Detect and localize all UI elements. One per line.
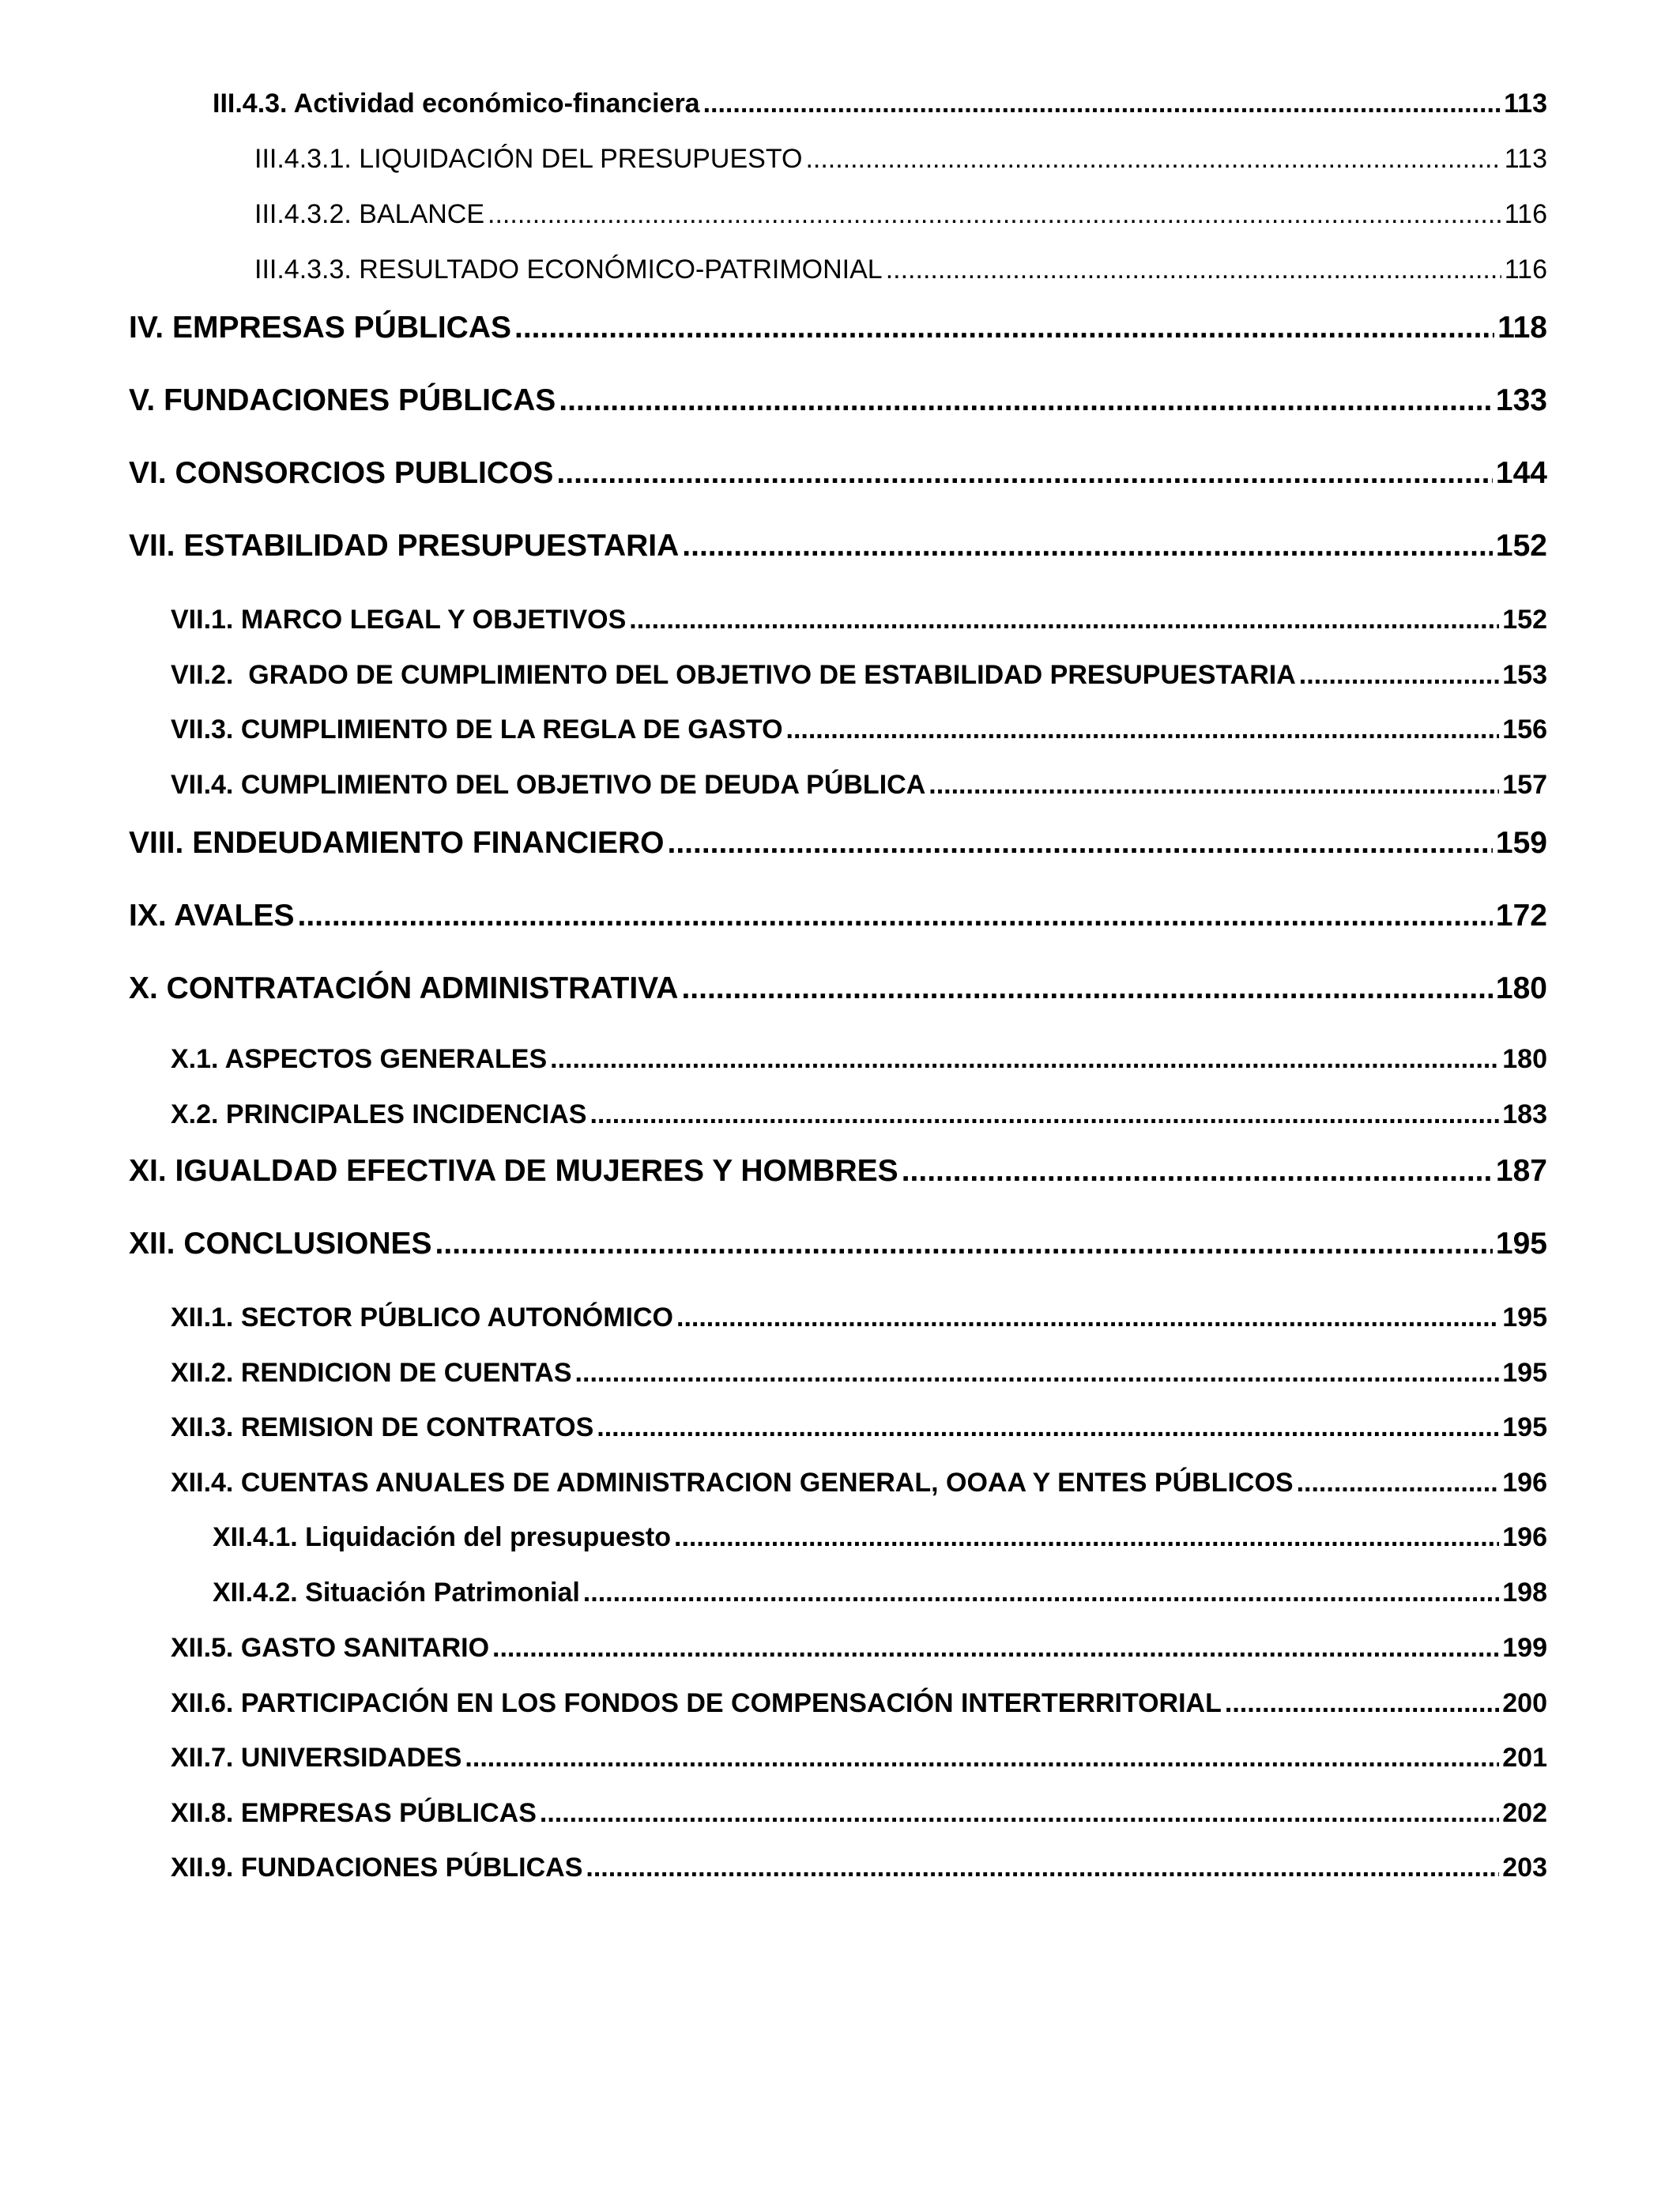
toc-entry[interactable] — [171, 605, 1547, 635]
toc-entry[interactable] — [213, 89, 1547, 119]
toc-dot-leader — [674, 1522, 1499, 1553]
toc-entry[interactable] — [171, 1302, 1547, 1333]
toc-entry-page: 116 — [1504, 254, 1547, 285]
toc-dot-leader — [575, 1358, 1500, 1389]
toc-entry-title: XII. CONCLUSIONES — [129, 1227, 432, 1261]
toc-entry-title: VI. CONSORCIOS PUBLICOS — [129, 456, 554, 490]
toc-entry-title: VII.2. GRADO DE CUMPLIMIENTO DEL OBJETIVO DE ESTABILIDAD PRESUPUESTARIA — [171, 660, 1296, 690]
toc-entry-title: XII.7. UNIVERSIDADES — [171, 1743, 462, 1773]
toc-entry-page: 144 — [1495, 456, 1547, 490]
toc-entry-page: 116 — [1504, 199, 1547, 229]
toc-entry[interactable] — [171, 714, 1547, 745]
toc-dot-leader — [703, 89, 1501, 119]
toc-dot-leader — [597, 1412, 1499, 1443]
toc-entry-page: 153 — [1502, 660, 1547, 690]
toc-entry-title: X.1. ASPECTOS GENERALES — [171, 1044, 548, 1074]
toc-dot-leader — [556, 456, 1493, 491]
toc-entry[interactable] — [129, 311, 1547, 345]
toc-entry-title: XII.4.1. Liquidación del presupuesto — [213, 1522, 671, 1552]
toc-entry-title: III.4.3.1. LIQUIDACIÓN DEL PRESUPUESTO — [254, 144, 803, 174]
toc-entry-page: 157 — [1502, 770, 1547, 800]
toc-entry-page: 196 — [1502, 1468, 1547, 1498]
toc-entry-title: IX. AVALES — [129, 899, 295, 933]
toc-entry-title: IV. EMPRESAS PÚBLICAS — [129, 311, 511, 345]
toc-dot-leader — [540, 1798, 1499, 1829]
toc-entry-title: VIII. ENDEUDAMIENTO FINANCIERO — [129, 826, 665, 860]
toc-entry-page: 113 — [1504, 89, 1547, 119]
toc-entry-page: 199 — [1502, 1633, 1547, 1663]
toc-entry-title: III.4.3. Actividad económico-financiera — [213, 89, 700, 119]
toc-entry[interactable] — [171, 660, 1547, 691]
toc-entry[interactable] — [129, 1154, 1547, 1189]
toc-entry-page: 195 — [1502, 1302, 1547, 1333]
toc-dot-leader — [435, 1227, 1493, 1261]
toc-dot-leader — [902, 1154, 1493, 1189]
toc-entry[interactable] — [254, 144, 1547, 175]
toc-entry-title: XII.4.2. Situación Patrimonial — [213, 1578, 580, 1608]
toc-dot-leader — [786, 714, 1500, 745]
toc-entry[interactable] — [171, 1743, 1547, 1774]
toc-entry-page: 203 — [1502, 1853, 1547, 1883]
toc-entry-title: XII.3. REMISION DE CONTRATOS — [171, 1412, 594, 1442]
toc-dot-leader — [465, 1743, 1499, 1774]
toc-dot-leader — [488, 199, 1501, 230]
toc-entry[interactable] — [171, 1468, 1547, 1498]
toc-entry-title: XII.2. RENDICION DE CUENTAS — [171, 1358, 572, 1388]
toc-entry[interactable] — [129, 383, 1547, 418]
toc-entry-title: XI. IGUALDAD EFECTIVA DE MUJERES Y HOMBRES — [129, 1154, 898, 1188]
toc-entry-page: 180 — [1495, 971, 1547, 1005]
toc-entry-title: XII.1. SECTOR PÚBLICO AUTONÓMICO — [171, 1302, 673, 1333]
toc-entry[interactable] — [129, 971, 1547, 1006]
toc-entry[interactable] — [213, 1522, 1547, 1553]
toc-entry-title: X. CONTRATACIÓN ADMINISTRATIVA — [129, 971, 679, 1005]
toc-entry[interactable] — [171, 1633, 1547, 1664]
toc-dot-leader — [514, 311, 1494, 345]
toc-entry-title: VII. ESTABILIDAD PRESUPUESTARIA — [129, 529, 680, 563]
toc-entry-page: 180 — [1502, 1044, 1547, 1074]
toc-entry-page: 196 — [1502, 1522, 1547, 1552]
toc-dot-leader — [681, 971, 1492, 1006]
toc-entry-page: 152 — [1495, 529, 1547, 563]
toc-entry-page: 198 — [1502, 1578, 1547, 1608]
toc-entry[interactable] — [129, 826, 1547, 861]
toc-entry-page: 195 — [1502, 1358, 1547, 1388]
toc-entry[interactable] — [171, 1688, 1547, 1719]
toc-entry[interactable] — [171, 1412, 1547, 1443]
toc-entry-title: XII.5. GASTO SANITARIO — [171, 1633, 490, 1663]
toc-entry-title: XII.9. FUNDACIONES PÚBLICAS — [171, 1853, 583, 1883]
toc-dot-leader — [492, 1633, 1499, 1664]
toc-dot-leader — [1299, 660, 1500, 691]
toc-entry-title: VII.1. MARCO LEGAL Y OBJETIVOS — [171, 605, 627, 635]
toc-entry-title: III.4.3.3. RESULTADO ECONÓMICO-PATRIMONIAL — [254, 254, 883, 285]
toc-entry-page: 159 — [1495, 826, 1547, 860]
toc-dot-leader — [550, 1044, 1499, 1075]
toc-entry[interactable] — [171, 1853, 1547, 1883]
toc-dot-leader — [1297, 1468, 1500, 1498]
toc-entry[interactable] — [254, 254, 1547, 285]
toc-dot-leader — [586, 1853, 1499, 1883]
toc-entry-page: 201 — [1502, 1743, 1547, 1773]
toc-dot-leader — [805, 144, 1501, 175]
toc-entry[interactable] — [171, 1044, 1547, 1075]
toc-entry-page: 187 — [1495, 1154, 1547, 1188]
toc-dot-leader — [297, 899, 1492, 933]
toc-entry-page: 172 — [1495, 899, 1547, 933]
toc-entry[interactable] — [254, 199, 1547, 230]
toc-entry-title: X.2. PRINCIPALES INCIDENCIAS — [171, 1099, 587, 1129]
toc-entry-page: 152 — [1502, 605, 1547, 635]
toc-entry[interactable] — [129, 529, 1547, 564]
toc-dot-leader — [1225, 1688, 1499, 1719]
toc-entry-page: 113 — [1504, 144, 1547, 174]
toc-entry[interactable] — [213, 1578, 1547, 1608]
toc-entry-page: 156 — [1502, 714, 1547, 745]
toc-entry[interactable] — [171, 1099, 1547, 1130]
toc-entry-page: 183 — [1502, 1099, 1547, 1129]
toc-entry-title: III.4.3.2. BALANCE — [254, 199, 485, 229]
toc-entry[interactable] — [129, 456, 1547, 491]
toc-entry-page: 202 — [1502, 1798, 1547, 1828]
toc-dot-leader — [629, 605, 1499, 635]
toc-entry-page: 118 — [1497, 311, 1547, 345]
toc-entry-title: XII.6. PARTICIPACIÓN EN LOS FONDOS DE COMPENSACIÓN INTERTERRITORIAL — [171, 1688, 1222, 1718]
toc-dot-leader — [682, 529, 1493, 564]
toc-entry-title: V. FUNDACIONES PÚBLICAS — [129, 383, 556, 417]
toc-dot-leader — [590, 1099, 1499, 1130]
toc-dot-leader — [668, 826, 1493, 861]
toc-entry[interactable] — [129, 899, 1547, 933]
toc-entry-title: VII.4. CUMPLIMIENTO DEL OBJETIVO DE DEUDA PÚBLICA — [171, 770, 926, 800]
toc-entry-page: 195 — [1502, 1412, 1547, 1442]
toc-dot-leader — [583, 1578, 1499, 1608]
toc-entry-page: 133 — [1495, 383, 1547, 417]
toc-entry[interactable] — [171, 770, 1547, 801]
toc-entry[interactable] — [129, 1227, 1547, 1261]
toc-entry-page: 195 — [1495, 1227, 1547, 1261]
toc-dot-leader — [559, 383, 1493, 418]
toc-entry-title: XII.4. CUENTAS ANUALES DE ADMINISTRACION GENERAL, OOAA Y ENTES PÚBLICOS — [171, 1468, 1294, 1498]
toc-dot-leader — [929, 770, 1499, 801]
toc-entry-title: XII.8. EMPRESAS PÚBLICAS — [171, 1798, 537, 1828]
toc-entry[interactable] — [171, 1798, 1547, 1829]
toc-entry-page: 200 — [1502, 1688, 1547, 1718]
toc-dot-leader — [886, 254, 1501, 285]
toc-entry-title: VII.3. CUMPLIMIENTO DE LA REGLA DE GASTO — [171, 714, 783, 745]
toc-dot-leader — [676, 1302, 1499, 1333]
toc-entry[interactable] — [171, 1358, 1547, 1389]
